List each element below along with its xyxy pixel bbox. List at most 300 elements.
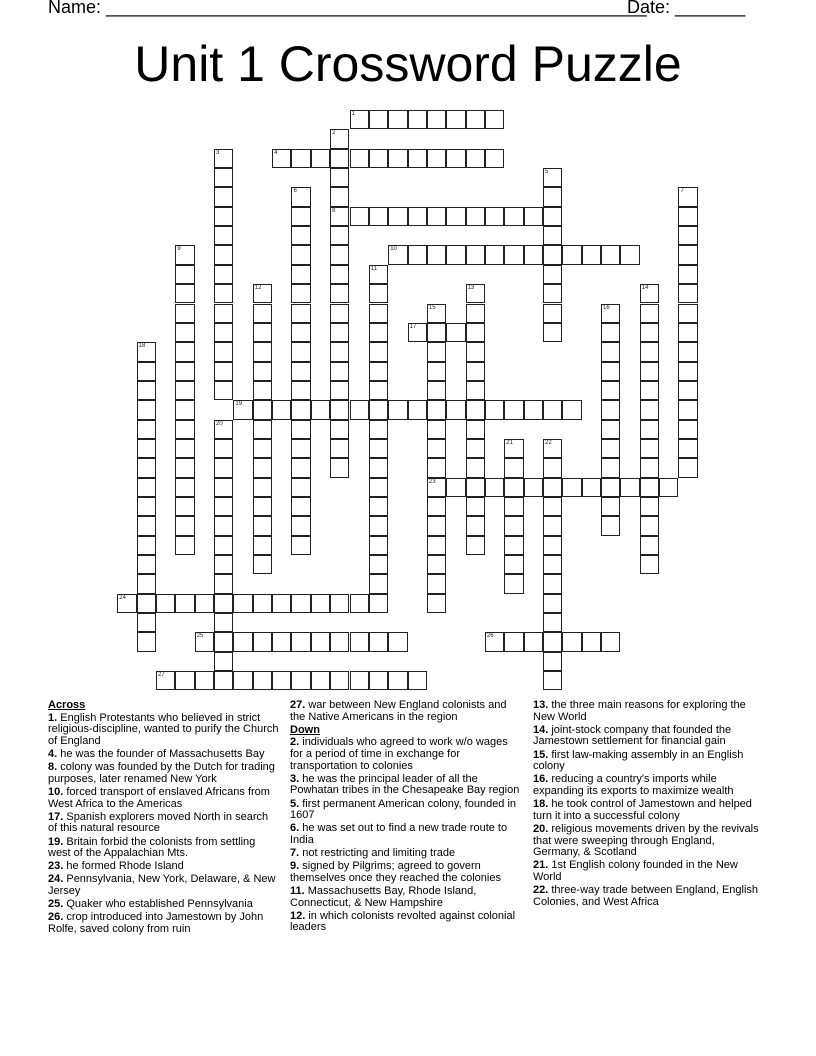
- crossword-cell[interactable]: [117, 594, 136, 613]
- crossword-cell[interactable]: [466, 245, 485, 264]
- crossword-cell[interactable]: [466, 149, 485, 168]
- crossword-cell[interactable]: [369, 439, 388, 458]
- crossword-cell[interactable]: [427, 207, 446, 226]
- crossword-cell[interactable]: [291, 536, 310, 555]
- crossword-cell[interactable]: [369, 594, 388, 613]
- crossword-cell[interactable]: [543, 400, 562, 419]
- crossword-cell[interactable]: [388, 110, 407, 129]
- crossword-cell[interactable]: [291, 516, 310, 535]
- crossword-cell[interactable]: [214, 536, 233, 555]
- crossword-cell[interactable]: [408, 671, 427, 690]
- crossword-cell[interactable]: [214, 168, 233, 187]
- crossword-cell[interactable]: [427, 439, 446, 458]
- crossword-cell[interactable]: [466, 439, 485, 458]
- crossword-cell[interactable]: [369, 574, 388, 593]
- crossword-cell[interactable]: [175, 362, 194, 381]
- crossword-cell[interactable]: [233, 594, 252, 613]
- crossword-cell[interactable]: [504, 497, 523, 516]
- crossword-cell[interactable]: [562, 245, 581, 264]
- crossword-cell[interactable]: [369, 632, 388, 651]
- crossword-cell[interactable]: [388, 149, 407, 168]
- crossword-cell[interactable]: [272, 632, 291, 651]
- crossword-cell[interactable]: [214, 652, 233, 671]
- crossword-cell[interactable]: [543, 536, 562, 555]
- crossword-cell[interactable]: [485, 400, 504, 419]
- crossword-cell[interactable]: [369, 458, 388, 477]
- crossword-cell[interactable]: [427, 478, 446, 497]
- crossword-cell[interactable]: [427, 362, 446, 381]
- crossword-cell[interactable]: [408, 110, 427, 129]
- crossword-cell[interactable]: [543, 458, 562, 477]
- crossword-cell[interactable]: [214, 516, 233, 535]
- crossword-cell[interactable]: [253, 458, 272, 477]
- crossword-cell[interactable]: [291, 594, 310, 613]
- crossword-cell[interactable]: [601, 400, 620, 419]
- crossword-cell[interactable]: [620, 245, 639, 264]
- crossword-cell[interactable]: [214, 478, 233, 497]
- crossword-cell[interactable]: [446, 149, 465, 168]
- crossword-cell[interactable]: [485, 207, 504, 226]
- crossword-cell[interactable]: [175, 439, 194, 458]
- crossword-cell[interactable]: [466, 284, 485, 303]
- crossword-cell[interactable]: [446, 323, 465, 342]
- crossword-cell[interactable]: [214, 187, 233, 206]
- crossword-cell[interactable]: [466, 458, 485, 477]
- crossword-cell[interactable]: [640, 536, 659, 555]
- crossword-cell[interactable]: [582, 632, 601, 651]
- crossword-cell[interactable]: [388, 245, 407, 264]
- crossword-cell[interactable]: [137, 439, 156, 458]
- crossword-cell[interactable]: [330, 400, 349, 419]
- crossword-cell[interactable]: [330, 439, 349, 458]
- crossword-cell[interactable]: [311, 632, 330, 651]
- crossword-cell[interactable]: [504, 555, 523, 574]
- crossword-cell[interactable]: [678, 400, 697, 419]
- crossword-cell[interactable]: [214, 265, 233, 284]
- crossword-cell[interactable]: [601, 516, 620, 535]
- crossword-cell[interactable]: [504, 458, 523, 477]
- crossword-cell[interactable]: [291, 458, 310, 477]
- crossword-cell[interactable]: [175, 478, 194, 497]
- crossword-cell[interactable]: [311, 400, 330, 419]
- crossword-cell[interactable]: [330, 458, 349, 477]
- crossword-cell[interactable]: [175, 458, 194, 477]
- crossword-cell[interactable]: [543, 652, 562, 671]
- crossword-cell[interactable]: [291, 323, 310, 342]
- crossword-cell[interactable]: [427, 110, 446, 129]
- crossword-cell[interactable]: [504, 245, 523, 264]
- crossword-cell[interactable]: [291, 497, 310, 516]
- crossword-cell[interactable]: [640, 555, 659, 574]
- crossword-cell[interactable]: [233, 671, 252, 690]
- crossword-cell[interactable]: [330, 207, 349, 226]
- crossword-cell[interactable]: [369, 381, 388, 400]
- crossword-cell[interactable]: [466, 516, 485, 535]
- crossword-cell[interactable]: [504, 536, 523, 555]
- crossword-cell[interactable]: [253, 304, 272, 323]
- crossword-cell[interactable]: [562, 478, 581, 497]
- crossword-cell[interactable]: [466, 478, 485, 497]
- crossword-cell[interactable]: [291, 265, 310, 284]
- crossword-cell[interactable]: [466, 381, 485, 400]
- crossword-cell[interactable]: [466, 323, 485, 342]
- crossword-cell[interactable]: [214, 149, 233, 168]
- crossword-cell[interactable]: [640, 439, 659, 458]
- crossword-cell[interactable]: [253, 342, 272, 361]
- crossword-cell[interactable]: [640, 362, 659, 381]
- crossword-cell[interactable]: [427, 381, 446, 400]
- crossword-cell[interactable]: [543, 613, 562, 632]
- crossword-cell[interactable]: [408, 207, 427, 226]
- crossword-cell[interactable]: [156, 671, 175, 690]
- crossword-cell[interactable]: [253, 362, 272, 381]
- crossword-cell[interactable]: [137, 400, 156, 419]
- crossword-cell[interactable]: [195, 594, 214, 613]
- crossword-cell[interactable]: [543, 594, 562, 613]
- crossword-cell[interactable]: [601, 362, 620, 381]
- crossword-cell[interactable]: [524, 245, 543, 264]
- crossword-cell[interactable]: [601, 439, 620, 458]
- crossword-cell[interactable]: [330, 304, 349, 323]
- crossword-cell[interactable]: [253, 439, 272, 458]
- crossword-cell[interactable]: [543, 497, 562, 516]
- crossword-cell[interactable]: [137, 574, 156, 593]
- crossword-cell[interactable]: [137, 458, 156, 477]
- crossword-cell[interactable]: [427, 594, 446, 613]
- crossword-cell[interactable]: [291, 671, 310, 690]
- crossword-cell[interactable]: [272, 594, 291, 613]
- crossword-cell[interactable]: [601, 304, 620, 323]
- crossword-cell[interactable]: [524, 632, 543, 651]
- crossword-cell[interactable]: [369, 420, 388, 439]
- crossword-cell[interactable]: [678, 323, 697, 342]
- name-field[interactable]: Name: ______________________________________________________: [48, 0, 647, 17]
- crossword-cell[interactable]: [369, 555, 388, 574]
- crossword-cell[interactable]: [408, 323, 427, 342]
- crossword-cell[interactable]: [137, 536, 156, 555]
- crossword-cell[interactable]: [253, 497, 272, 516]
- crossword-cell[interactable]: [466, 497, 485, 516]
- crossword-cell[interactable]: [640, 284, 659, 303]
- crossword-cell[interactable]: [214, 439, 233, 458]
- crossword-cell[interactable]: [659, 478, 678, 497]
- crossword-cell[interactable]: [620, 478, 639, 497]
- crossword-cell[interactable]: [350, 671, 369, 690]
- crossword-cell[interactable]: [214, 381, 233, 400]
- crossword-cell[interactable]: [291, 439, 310, 458]
- crossword-cell[interactable]: [543, 478, 562, 497]
- crossword-cell[interactable]: [350, 400, 369, 419]
- crossword-cell[interactable]: [369, 342, 388, 361]
- crossword-cell[interactable]: [175, 400, 194, 419]
- crossword-cell[interactable]: [137, 594, 156, 613]
- crossword-cell[interactable]: [137, 420, 156, 439]
- crossword-cell[interactable]: [214, 304, 233, 323]
- crossword-cell[interactable]: [678, 439, 697, 458]
- crossword-cell[interactable]: [175, 381, 194, 400]
- crossword-cell[interactable]: [640, 478, 659, 497]
- crossword-cell[interactable]: [427, 555, 446, 574]
- crossword-cell[interactable]: [466, 342, 485, 361]
- crossword-cell[interactable]: [175, 342, 194, 361]
- crossword-cell[interactable]: [253, 478, 272, 497]
- crossword-cell[interactable]: [350, 632, 369, 651]
- crossword-cell[interactable]: [253, 555, 272, 574]
- crossword-cell[interactable]: [543, 284, 562, 303]
- crossword-cell[interactable]: [214, 420, 233, 439]
- crossword-cell[interactable]: [543, 187, 562, 206]
- crossword-cell[interactable]: [408, 149, 427, 168]
- crossword-cell[interactable]: [291, 362, 310, 381]
- crossword-cell[interactable]: [466, 207, 485, 226]
- crossword-cell[interactable]: [350, 110, 369, 129]
- crossword-cell[interactable]: [601, 478, 620, 497]
- crossword-cell[interactable]: [253, 594, 272, 613]
- crossword-cell[interactable]: [137, 497, 156, 516]
- crossword-cell[interactable]: [253, 632, 272, 651]
- crossword-cell[interactable]: [466, 400, 485, 419]
- crossword-cell[interactable]: [369, 536, 388, 555]
- crossword-cell[interactable]: [214, 458, 233, 477]
- crossword-cell[interactable]: [291, 245, 310, 264]
- crossword-cell[interactable]: [543, 245, 562, 264]
- crossword-cell[interactable]: [214, 226, 233, 245]
- crossword-cell[interactable]: [485, 245, 504, 264]
- crossword-cell[interactable]: [369, 478, 388, 497]
- crossword-cell[interactable]: [214, 207, 233, 226]
- crossword-cell[interactable]: [291, 149, 310, 168]
- crossword-cell[interactable]: [640, 323, 659, 342]
- crossword-cell[interactable]: [678, 284, 697, 303]
- crossword-cell[interactable]: [214, 555, 233, 574]
- crossword-cell[interactable]: [330, 594, 349, 613]
- crossword-cell[interactable]: [214, 284, 233, 303]
- crossword-cell[interactable]: [214, 245, 233, 264]
- crossword-cell[interactable]: [485, 110, 504, 129]
- crossword-cell[interactable]: [543, 168, 562, 187]
- crossword-cell[interactable]: [427, 149, 446, 168]
- crossword-cell[interactable]: [175, 594, 194, 613]
- crossword-cell[interactable]: [330, 284, 349, 303]
- crossword-cell[interactable]: [214, 323, 233, 342]
- crossword-cell[interactable]: [466, 536, 485, 555]
- crossword-cell[interactable]: [543, 265, 562, 284]
- crossword-cell[interactable]: [311, 149, 330, 168]
- crossword-cell[interactable]: [369, 323, 388, 342]
- crossword-cell[interactable]: [291, 478, 310, 497]
- crossword-cell[interactable]: [466, 362, 485, 381]
- crossword-cell[interactable]: [524, 400, 543, 419]
- crossword-cell[interactable]: [678, 245, 697, 264]
- crossword-cell[interactable]: [195, 632, 214, 651]
- crossword-cell[interactable]: [175, 497, 194, 516]
- crossword-cell[interactable]: [214, 671, 233, 690]
- crossword-cell[interactable]: [175, 420, 194, 439]
- crossword-cell[interactable]: [427, 574, 446, 593]
- crossword-cell[interactable]: [524, 207, 543, 226]
- crossword-cell[interactable]: [330, 671, 349, 690]
- crossword-cell[interactable]: [678, 304, 697, 323]
- crossword-cell[interactable]: [253, 420, 272, 439]
- crossword-cell[interactable]: [427, 497, 446, 516]
- crossword-cell[interactable]: [291, 207, 310, 226]
- crossword-cell[interactable]: [330, 265, 349, 284]
- crossword-cell[interactable]: [678, 362, 697, 381]
- crossword-cell[interactable]: [330, 420, 349, 439]
- crossword-cell[interactable]: [253, 536, 272, 555]
- crossword-cell[interactable]: [253, 323, 272, 342]
- crossword-cell[interactable]: [214, 574, 233, 593]
- crossword-cell[interactable]: [601, 420, 620, 439]
- crossword-cell[interactable]: [175, 245, 194, 264]
- crossword-cell[interactable]: [640, 381, 659, 400]
- crossword-cell[interactable]: [678, 226, 697, 245]
- crossword-cell[interactable]: [524, 478, 543, 497]
- crossword-cell[interactable]: [214, 632, 233, 651]
- crossword-cell[interactable]: [291, 400, 310, 419]
- crossword-cell[interactable]: [330, 129, 349, 148]
- crossword-cell[interactable]: [504, 516, 523, 535]
- crossword-cell[interactable]: [504, 478, 523, 497]
- crossword-cell[interactable]: [291, 187, 310, 206]
- crossword-cell[interactable]: [601, 632, 620, 651]
- crossword-cell[interactable]: [369, 671, 388, 690]
- crossword-cell[interactable]: [291, 420, 310, 439]
- crossword-cell[interactable]: [678, 265, 697, 284]
- crossword-cell[interactable]: [543, 207, 562, 226]
- crossword-cell[interactable]: [678, 458, 697, 477]
- crossword-cell[interactable]: [195, 671, 214, 690]
- crossword-cell[interactable]: [291, 381, 310, 400]
- crossword-cell[interactable]: [369, 265, 388, 284]
- crossword-cell[interactable]: [485, 478, 504, 497]
- crossword-cell[interactable]: [175, 304, 194, 323]
- crossword-cell[interactable]: [330, 149, 349, 168]
- crossword-cell[interactable]: [388, 207, 407, 226]
- crossword-cell[interactable]: [601, 458, 620, 477]
- date-field[interactable]: Date: _______: [627, 0, 746, 17]
- crossword-cell[interactable]: [369, 207, 388, 226]
- crossword-cell[interactable]: [562, 632, 581, 651]
- crossword-cell[interactable]: [137, 342, 156, 361]
- crossword-cell[interactable]: [427, 342, 446, 361]
- crossword-cell[interactable]: [504, 632, 523, 651]
- crossword-cell[interactable]: [640, 304, 659, 323]
- crossword-cell[interactable]: [678, 381, 697, 400]
- crossword-cell[interactable]: [137, 632, 156, 651]
- crossword-cell[interactable]: [504, 439, 523, 458]
- crossword-cell[interactable]: [408, 400, 427, 419]
- crossword-cell[interactable]: [601, 323, 620, 342]
- crossword-cell[interactable]: [330, 362, 349, 381]
- crossword-cell[interactable]: [272, 400, 291, 419]
- crossword-cell[interactable]: [369, 149, 388, 168]
- crossword-cell[interactable]: [543, 323, 562, 342]
- crossword-cell[interactable]: [214, 613, 233, 632]
- crossword-cell[interactable]: [446, 207, 465, 226]
- crossword-cell[interactable]: [543, 632, 562, 651]
- crossword-cell[interactable]: [291, 304, 310, 323]
- crossword-cell[interactable]: [582, 478, 601, 497]
- crossword-cell[interactable]: [291, 226, 310, 245]
- crossword-cell[interactable]: [330, 245, 349, 264]
- crossword-cell[interactable]: [350, 207, 369, 226]
- crossword-cell[interactable]: [137, 613, 156, 632]
- crossword-cell[interactable]: [388, 671, 407, 690]
- crossword-cell[interactable]: [175, 265, 194, 284]
- crossword-cell[interactable]: [640, 400, 659, 419]
- crossword-cell[interactable]: [427, 400, 446, 419]
- crossword-cell[interactable]: [427, 323, 446, 342]
- crossword-cell[interactable]: [137, 555, 156, 574]
- crossword-cell[interactable]: [543, 574, 562, 593]
- crossword-cell[interactable]: [253, 400, 272, 419]
- crossword-cell[interactable]: [330, 323, 349, 342]
- crossword-cell[interactable]: [640, 458, 659, 477]
- crossword-cell[interactable]: [543, 516, 562, 535]
- crossword-cell[interactable]: [369, 110, 388, 129]
- crossword-cell[interactable]: [272, 149, 291, 168]
- crossword-cell[interactable]: [137, 478, 156, 497]
- crossword-cell[interactable]: [466, 420, 485, 439]
- crossword-cell[interactable]: [330, 632, 349, 651]
- crossword-cell[interactable]: [678, 342, 697, 361]
- crossword-cell[interactable]: [640, 516, 659, 535]
- crossword-cell[interactable]: [156, 594, 175, 613]
- crossword-cell[interactable]: [175, 516, 194, 535]
- crossword-cell[interactable]: [137, 362, 156, 381]
- crossword-cell[interactable]: [640, 342, 659, 361]
- crossword-cell[interactable]: [408, 245, 427, 264]
- crossword-cell[interactable]: [562, 400, 581, 419]
- crossword-cell[interactable]: [175, 323, 194, 342]
- crossword-cell[interactable]: [175, 284, 194, 303]
- crossword-cell[interactable]: [446, 110, 465, 129]
- crossword-cell[interactable]: [311, 594, 330, 613]
- crossword-cell[interactable]: [485, 632, 504, 651]
- crossword-cell[interactable]: [446, 400, 465, 419]
- crossword-cell[interactable]: [272, 671, 291, 690]
- crossword-cell[interactable]: [253, 381, 272, 400]
- crossword-cell[interactable]: [601, 245, 620, 264]
- crossword-cell[interactable]: [678, 187, 697, 206]
- crossword-cell[interactable]: [427, 304, 446, 323]
- crossword-cell[interactable]: [330, 226, 349, 245]
- crossword-cell[interactable]: [369, 516, 388, 535]
- crossword-cell[interactable]: [427, 458, 446, 477]
- crossword-cell[interactable]: [504, 574, 523, 593]
- crossword-cell[interactable]: [543, 304, 562, 323]
- crossword-cell[interactable]: [543, 226, 562, 245]
- crossword-cell[interactable]: [504, 400, 523, 419]
- crossword-cell[interactable]: [543, 555, 562, 574]
- crossword-cell[interactable]: [582, 245, 601, 264]
- crossword-cell[interactable]: [369, 284, 388, 303]
- crossword-cell[interactable]: [253, 671, 272, 690]
- crossword-cell[interactable]: [350, 149, 369, 168]
- crossword-cell[interactable]: [678, 207, 697, 226]
- crossword-cell[interactable]: [291, 284, 310, 303]
- crossword-cell[interactable]: [137, 381, 156, 400]
- crossword-cell[interactable]: [427, 536, 446, 555]
- crossword-cell[interactable]: [214, 594, 233, 613]
- crossword-cell[interactable]: [253, 284, 272, 303]
- crossword-cell[interactable]: [291, 632, 310, 651]
- crossword-cell[interactable]: [388, 400, 407, 419]
- crossword-cell[interactable]: [446, 245, 465, 264]
- crossword-cell[interactable]: [678, 420, 697, 439]
- crossword-cell[interactable]: [233, 400, 252, 419]
